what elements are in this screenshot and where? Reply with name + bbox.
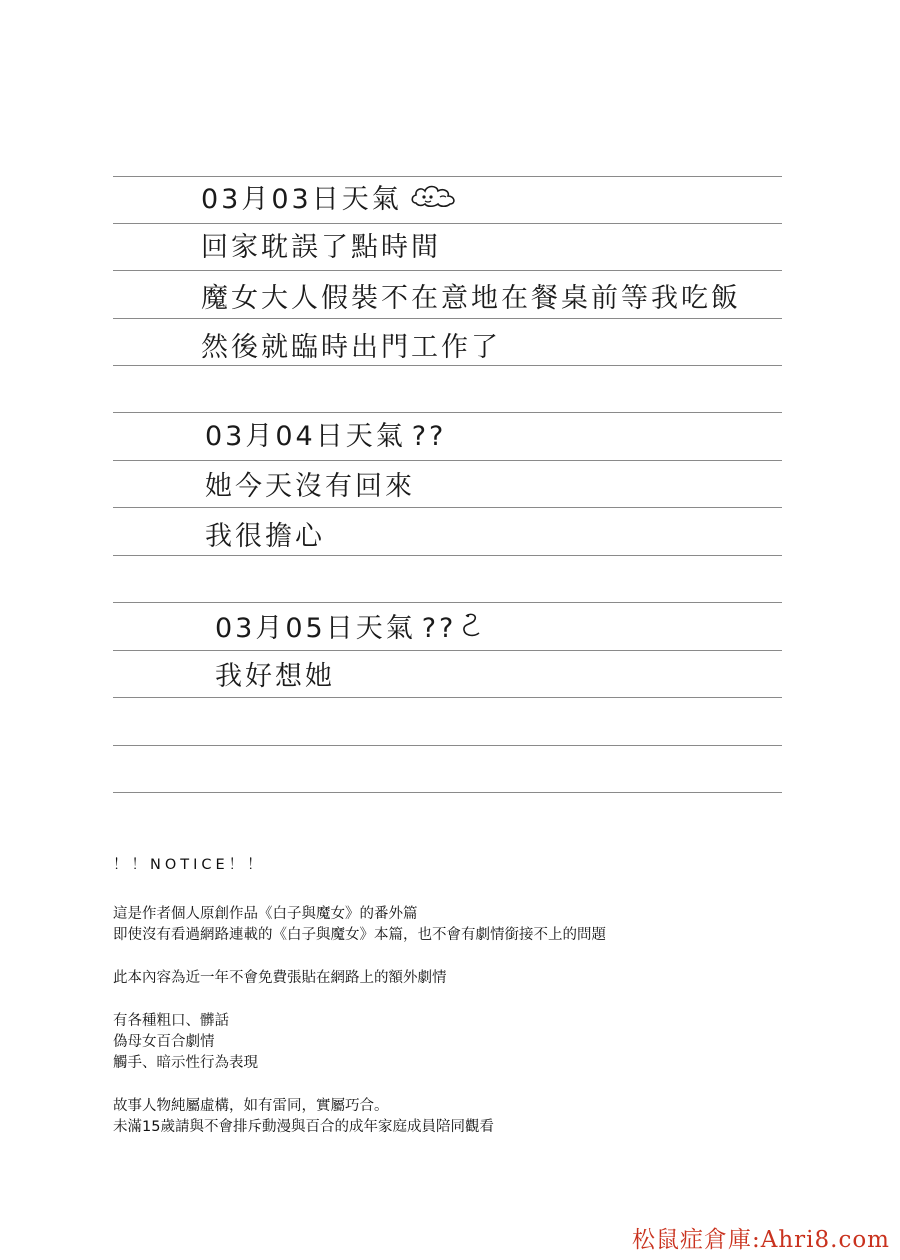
diary-page [113,0,782,800]
ruled-line [113,555,782,556]
diary-line: 她今天沒有回來 [205,471,415,502]
notice-line: 偽母女百合劇情 [113,1034,215,1050]
ruled-line [113,270,782,271]
diary-date-line [215,610,484,649]
ruled-line [113,792,782,793]
diary-date: 03月03日天氣 [201,184,402,215]
cloud-face-icon [410,183,458,218]
site-watermark: 松鼠症倉庫:Ahri8.com [631,1227,890,1253]
ruled-line [113,507,782,508]
ruled-line [113,223,782,224]
notice-line: 此本內容為近一年不會免費張貼在網路上的額外劇情 [113,970,447,986]
ruled-line [113,176,782,177]
ruled-line [113,602,782,603]
notice-line: 觸手、暗示性行為表現 [113,1055,258,1071]
notice-line: 未滿15歲請與不會排斥動漫與百合的成年家庭成員陪同觀看 [113,1119,494,1135]
diary-line: 然後就臨時出門工作了 [201,332,501,363]
ruled-line [113,318,782,319]
diary-date: 03月04日天氣 [205,421,406,452]
diary-line: 回家耽誤了點時間 [201,232,441,263]
diary-line: 我好想她 [215,661,335,692]
ruled-line [113,412,782,413]
weather-question-marks: ?? [411,421,447,452]
snake-swirl-icon [458,610,484,649]
notice-line: 這是作者個人原創作品《白子與魔女》的番外篇 [113,906,418,922]
diary-line: 我很擔心 [205,521,325,552]
notice-line: 有各種粗口、髒話 [113,1013,229,1029]
notice-title: ！！NOTICE！！ [113,857,266,873]
diary-date: 03月05日天氣 [215,613,416,644]
diary-line: 魔女大人假裝不在意地在餐桌前等我吃飯 [201,283,741,314]
notice-line: 故事人物純屬虛構，如有雷同，實屬巧合。 [113,1098,389,1114]
ruled-line [113,365,782,366]
diary-date-line [205,420,446,454]
notice-block [113,855,793,1138]
diary-date-line [201,183,458,218]
ruled-line [113,650,782,651]
ruled-line [113,460,782,461]
notice-line: 即使沒有看過網路連載的《白子與魔女》本篇，也不會有劇情銜接不上的問題 [113,927,606,943]
ruled-line [113,745,782,746]
weather-question-marks: ?? [421,613,457,644]
ruled-line [113,697,782,698]
